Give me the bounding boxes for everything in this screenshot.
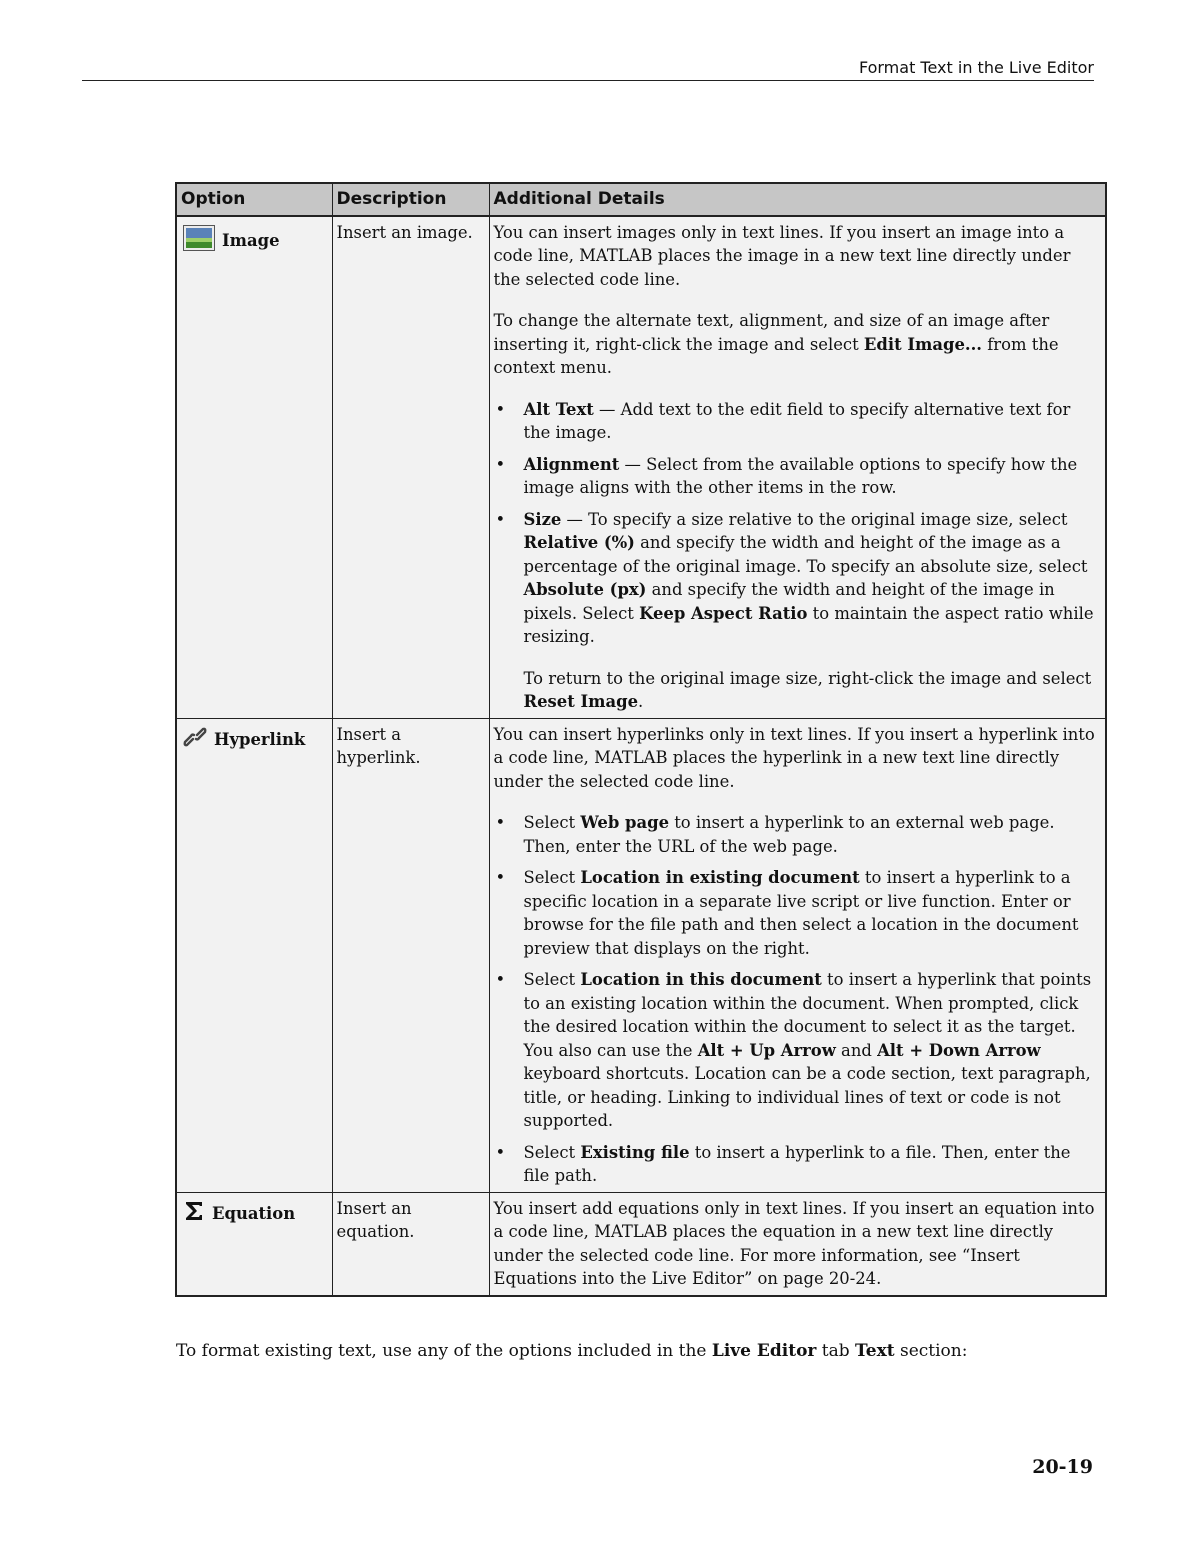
list-item: • Select Existing file to insert a hyperlink to a file. Then, enter the file path. — [494, 1141, 1102, 1188]
option-cell — [176, 1192, 332, 1296]
body-paragraph: To format existing text, use any of the options included in the Live Editor tab Text section: — [176, 1341, 968, 1361]
list-item: • Select Web page to insert a hyperlink to an external web page. Then, enter the URL of the web page. — [494, 811, 1102, 858]
column-header-description: Description — [332, 183, 489, 216]
table-row-hyperlink — [176, 718, 1106, 1192]
details-cell — [489, 216, 1106, 719]
details-cell — [489, 1192, 1106, 1296]
options-table — [175, 182, 1107, 1297]
list-item: • Alignment — Select from the available options to specify how the image aligns with the other items in the row. — [494, 453, 1102, 500]
option-label: Hyperlink — [214, 730, 306, 749]
list-item: • Select Location in this document to insert a hyperlink that points to an existing location within the document. When prompted, click the desired location within the document to select it as the target. You also can use the Alt + Up Arrow and Alt + Down Arrow keyboard shortcuts. Location can be a code section, text paragraph, title, or heading. Linking to individual lines of text or code is not supported. — [494, 968, 1102, 1133]
list-item-subparagraph: To return to the original image size, right-click the image and select Reset Image. — [523, 668, 1092, 711]
image-icon — [183, 225, 215, 258]
link-icon — [183, 727, 207, 754]
column-header-additional-details: Additional Details — [489, 183, 1106, 216]
list-item: • Size — To specify a size relative to the original image size, select Relative (%) and specify the width and height of the image as a percentage of the original image. To specify an absolute size, select Absolute (px) and specify the width and height of the image in pixels. Select Keep Aspect Ratio to maintain the aspect ratio while resizing. To return to the original image size, right-click the image and select Reset Image. — [494, 508, 1102, 714]
details-paragraph: To change the alternate text, alignment, and size of an image after inserting it, right-click the image and select Edit Image... from the context menu. — [493, 311, 1059, 377]
details-bullet-list — [494, 811, 1102, 1188]
option-cell — [176, 216, 332, 719]
option-label: Image — [222, 231, 280, 250]
details-paragraph: You can insert hyperlinks only in text lines. If you insert a hyperlink into a code line, MATLAB places the hyperlink in a new text line directly under the selected code line. — [493, 724, 1095, 791]
list-item: • Select Location in existing document to insert a hyperlink to a specific location in a separate live script or live function. Enter or browse for the file path and then select a location in the document preview that displays on the right. — [494, 866, 1102, 960]
details-cell — [489, 718, 1106, 1192]
details-bullet-list — [494, 398, 1102, 714]
table-row-equation — [176, 1192, 1106, 1296]
option-cell — [176, 718, 332, 1192]
description-cell: Insert a hyperlink. — [332, 718, 489, 1192]
description-cell: Insert an image. — [332, 216, 489, 719]
sigma-icon — [183, 1200, 205, 1229]
details-paragraph: You can insert images only in text lines. If you insert an image into a code line, MATLAB places the image in a new text line directly under the selected code line. — [493, 222, 1071, 289]
running-header — [82, 58, 1094, 81]
description-cell: Insert an equation. — [332, 1192, 489, 1296]
running-header-title: Format Text in the Live Editor — [858, 58, 1094, 77]
table-header-row — [176, 183, 1106, 216]
column-header-option: Option — [176, 183, 332, 216]
list-item: • Alt Text — Add text to the edit field to specify alternative text for the image. — [494, 398, 1102, 445]
page-number: 20-19 — [1032, 1456, 1093, 1478]
details-paragraph: You insert add equations only in text lines. If you insert an equation into a code line, MATLAB places the equation in a new text line directly under the selected code line. For more information, see “Insert Equations into the Live Editor” on page 20-24. — [493, 1198, 1095, 1288]
table-row-image — [176, 216, 1106, 719]
option-label: Equation — [212, 1204, 296, 1223]
